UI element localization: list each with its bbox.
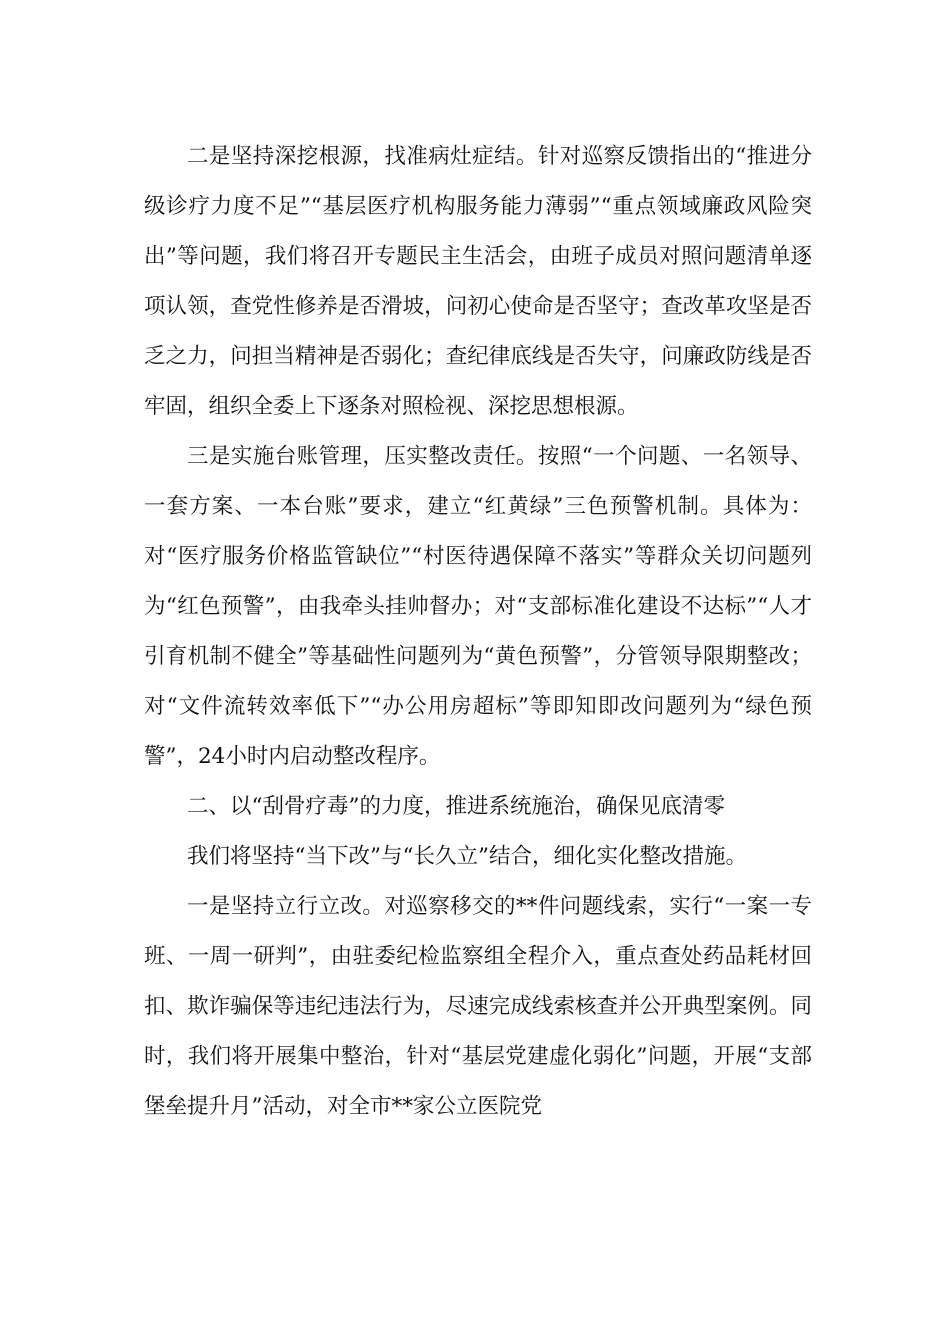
document-body [144, 132, 812, 1132]
paragraph-immediate-rectification: 一是坚持立行立改。对巡察移交的**件问题线索，实行“一案一专班、一周一研判”，由驻委纪检监察组全程介入，重点查处药品耗材回扣、欺诈骗保等违纪违法行为，尽速完成线索核查并公开典型案例。同时，我们将开展集中整治，针对“基层党建虚化弱化”问题，开展“支部堡垒提升月”活动，对全市**家公立医院党 [144, 894, 812, 1119]
paragraph-ledger-management: 三是实施台账管理，压实整改责任。按照“一个问题、一名领导、一套方案、一本台账”要求，建立“红黄绿”三色预警机制。具体为：对“医疗服务价格监管缺位”“村医待遇保障不落实”等群众关切问题列为“红色预警”，由我牵头挂帅督办；对“支部标准化建设不达标”“人才引育机制不健全”等基础性问题列为“黄色预警”，分管领导限期整改；对“文件流转效率低下”“办公用房超标”等即知即改问题列为“绿色预警”，24小时内启动整改程序。 [144, 444, 812, 769]
paragraph-root-cause: 二是坚持深挖根源，找准病灶症结。针对巡察反馈指出的“推进分级诊疗力度不足”“基层医疗机构服务能力薄弱”“重点领域廉政风险突出”等问题，我们将召开专题民主生活会，由班子成员对照问题清单逐项认领，查党性修养是否滑坡，问初心使命是否坚守；查改革攻坚是否乏之力，问担当精神是否弱化；查纪律底线是否失守，问廉政防线是否牢固，组织全委上下逐条对照检视、深挖思想根源。 [144, 144, 812, 419]
section-heading-two: 二、以“刮骨疗毒”的力度，推进系统施治，确保见底清零 [187, 794, 725, 819]
paragraph-section-intro: 我们将坚持“当下改”与“长久立”结合，细化实化整改措施。 [187, 844, 747, 869]
